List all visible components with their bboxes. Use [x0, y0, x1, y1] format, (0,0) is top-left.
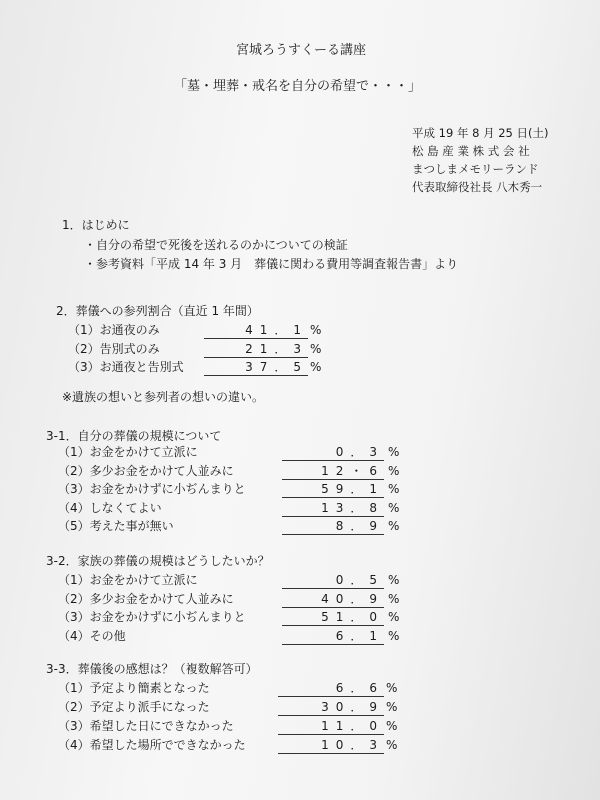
row-value: 10．3: [278, 737, 384, 754]
row-value: 0．3: [282, 444, 384, 461]
row-label: （2）多少お金をかけて人並みに: [58, 463, 234, 478]
table-row: [58, 463, 402, 479]
row-label: （2）多少お金をかけて人並みに: [58, 591, 234, 606]
row-value: 6．6: [278, 680, 384, 697]
percent-unit: %: [388, 573, 400, 587]
row-value: 59．1: [282, 481, 384, 498]
percent-unit: %: [388, 500, 400, 515]
table-row: [68, 359, 324, 375]
percent-unit: %: [386, 700, 398, 714]
table-row: [58, 500, 402, 516]
row-label: （1）お金をかけて立派に: [58, 573, 198, 587]
row-label: （1）予定より簡素となった: [58, 681, 210, 695]
representative: 代表取締役社長 八木秀一: [412, 180, 543, 194]
row-value: 51．0: [282, 609, 384, 626]
section-1-heading: 1．はじめに: [62, 218, 130, 232]
row-value: 37．5: [204, 359, 308, 376]
section-3-2-heading: 3-2．家族の葬儀の規模はどうしたいか？: [46, 554, 270, 568]
table-row: [58, 718, 400, 734]
row-value: 40．9: [282, 591, 384, 608]
percent-unit: %: [386, 719, 398, 733]
percent-unit: %: [388, 591, 400, 606]
row-value: 21．3: [204, 341, 308, 358]
row-value: 0．5: [282, 572, 384, 589]
row-label: （4）希望した場所でできなかった: [58, 738, 246, 752]
percent-unit: %: [388, 610, 400, 624]
row-label: （5）考えた事が無い: [58, 519, 174, 533]
percent-unit: %: [386, 681, 398, 695]
section-1-bullet: ・参考資料「平成 14 年 3 月 葬儀に関わる費用等調査報告書」より: [84, 257, 459, 271]
table-row: [68, 322, 324, 338]
section-1-bullet: ・自分の希望で死後を送れるのかについての検証: [84, 238, 348, 252]
row-value: 12・6: [282, 463, 384, 480]
row-value: 41．1: [204, 322, 308, 339]
row-label: （3）希望した日にできなかった: [58, 719, 234, 733]
table-row: [58, 481, 402, 497]
percent-unit: %: [310, 341, 322, 356]
doc-subtitle: 「墓・埋葬・戒名を自分の希望で・・・」: [174, 79, 422, 94]
percent-unit: %: [386, 738, 398, 752]
section-3-1-heading: 3-1．自分の葬儀の規模について: [46, 429, 222, 443]
row-value: 8．9: [282, 518, 384, 535]
doc-date: 平成 19 年 8 月 25 日(土): [412, 126, 549, 140]
row-value: 6．1: [282, 628, 384, 645]
table-row: [58, 609, 402, 625]
row-label: （2）告別式のみ: [68, 341, 160, 356]
row-label: （4）しなくてよい: [58, 500, 162, 515]
table-row: [58, 628, 402, 644]
table-row: [58, 737, 400, 753]
section-2-heading: 2．葬儀への参列割合（直近 1 年間）: [56, 304, 259, 318]
row-label: （4）その他: [58, 628, 126, 643]
percent-unit: %: [310, 323, 322, 337]
row-label: （3）お金をかけずに小ぢんまりと: [58, 482, 246, 496]
brand-name: まつしまメモリーランド: [412, 162, 539, 176]
table-row: [68, 341, 324, 357]
row-label: （3）お金をかけずに小ぢんまりと: [58, 610, 246, 624]
percent-unit: %: [388, 628, 400, 643]
row-value: 30．9: [278, 699, 384, 716]
company-name: 松 島 産 業 株 式 会 社: [412, 144, 530, 158]
percent-unit: %: [388, 463, 400, 478]
table-row: [58, 444, 402, 460]
percent-unit: %: [310, 360, 322, 374]
percent-unit: %: [388, 519, 400, 533]
doc-title: 宮城ろうすくーる講座: [236, 43, 367, 58]
row-label: （2）予定より派手になった: [58, 700, 210, 714]
percent-unit: %: [388, 445, 400, 459]
row-label: （1）お通夜のみ: [68, 323, 160, 337]
percent-unit: %: [388, 482, 400, 496]
table-row: [58, 680, 400, 696]
row-label: （3）お通夜と告別式: [68, 360, 184, 374]
row-label: （1）お金をかけて立派に: [58, 445, 198, 459]
table-row: [58, 591, 402, 607]
row-value: 11．0: [278, 718, 384, 735]
note-text: ※遺族の想いと参列者の想いの違い。: [62, 390, 265, 404]
table-row: [58, 572, 402, 588]
table-row: [58, 699, 400, 715]
row-value: 13．8: [282, 500, 384, 517]
table-row: [58, 518, 402, 534]
section-3-3-heading: 3-3．葬儀後の感想は？（複数解答可）: [46, 662, 258, 676]
